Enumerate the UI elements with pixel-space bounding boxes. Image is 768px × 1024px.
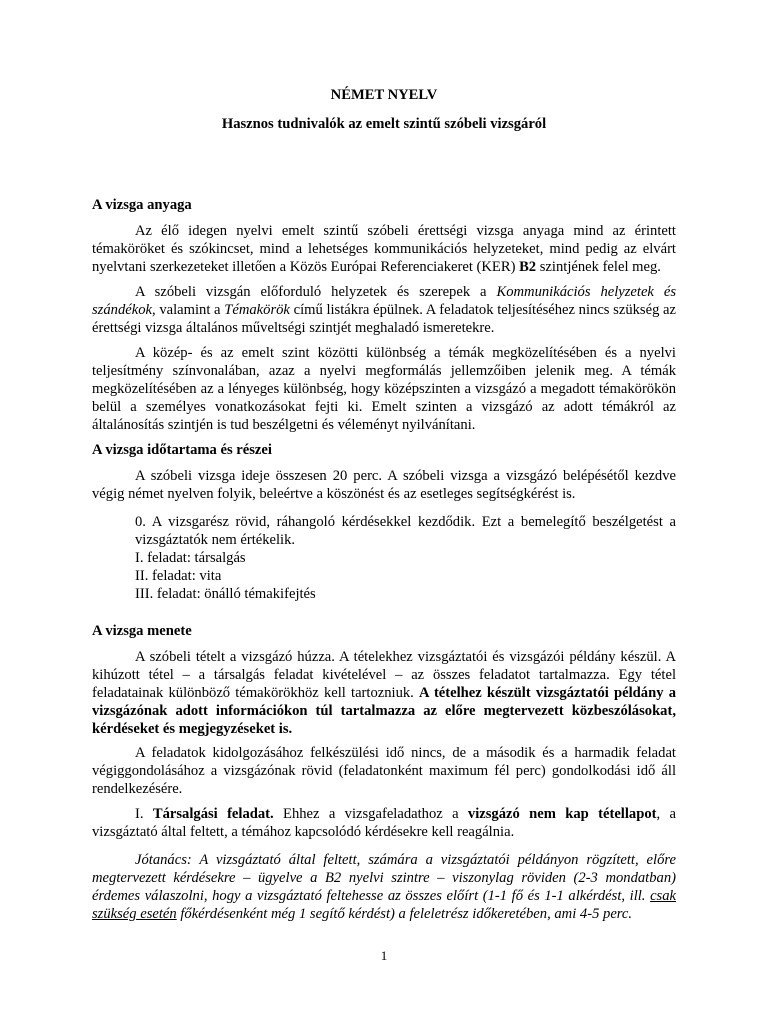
paragraph-anyaga-3: A közép- és az emelt szint közötti különbség a témák megközelítésében és a nyelvi teljesítmény színvonalában, azaz a nyelvi megformálás jellemzőiben jelenik meg. A témák megközelítésében az a lényeges különbség, hogy középszinten a vizsgázó a megadott témakörökön belül a személyes vonatkozásokat fejti ki. Emelt szinten a vizsgázó az adott témákról az általánosítás szintjén is tud beszélgetni és véleményt nyilvánítani. <box>92 345 676 433</box>
paragraph-text: Jótanács: A vizsgáztató által feltett, számára a vizsgáztatói példányon rögzített, előre megtervezett kérdésekre – ügyelve a B2 nyelvi szintre – viszonylag röviden (2-3 mondatban) érdemes válaszolni, hogy a vizsgáztató feltehesse az összes előírt (1-1 fő és 1-1 alkérdést, ill. <box>92 852 676 904</box>
paragraph-text: című listákra épülnek. A feladatok teljesítéséhez nincs szükség az érettségi vizsga általános műveltségi szintjét meghaladó ismeretekre. <box>92 302 677 336</box>
bold-text: Társalgási feladat. <box>152 806 274 822</box>
paragraph-idotartam-1: A szóbeli vizsga ideje összesen 20 perc. A szóbeli vizsga a vizsgázó belépésétől kezdve végig német nyelven folyik, beleértve a köszönést és az esetleges segítségkérést is. <box>92 468 676 502</box>
italic-title: Kommunikációs helyzetek és szándékok <box>92 284 676 318</box>
section-heading-menete: A vizsga menete <box>92 623 192 639</box>
paragraph-text: A szóbeli vizsgán előforduló helyzetek és szerepek a <box>135 284 497 300</box>
list-item: I. feladat: társalgás <box>135 550 246 566</box>
paragraph-menete-1 <box>92 648 676 738</box>
exam-parts-list <box>135 513 676 603</box>
paragraph-menete-2: A feladatok kidolgozásához felkészülési idő nincs, de a második és a harmadik feladat végiggondolásához a vizsgázónak rövid (feladatonként maximum fél perc) gondolkodási idő áll rendelkezésére. <box>92 745 676 797</box>
page-number: 1 <box>380 948 388 963</box>
paragraph-text: , a vizsgáztató által feltett, a témához kapcsolódó kérdésekre kell reagálnia. <box>92 806 676 840</box>
paragraph-jotanacs <box>92 851 676 923</box>
document-subtitle: Hasznos tudnivalók az emelt szintű szóbeli vizsgáról <box>221 116 547 132</box>
paragraph-text: szintjének felel meg. <box>536 259 661 275</box>
bold-text: A tételhez készült vizsgáztatói példány a vizsgázónak adott információkon túl tartalmazza az előre megtervezett közbeszólásokat, kérdéseket és megjegyzéseket is. <box>92 685 676 737</box>
paragraph-text: Az élő idegen nyelvi emelt szintű szóbeli érettségi vizsga anyaga mind az érintett témaköröket és szókincset, mind a lehetséges kommunikációs helyzeteket, mind pedig az elvárt nyelvtani szerkezeteket illetően a Közös Európai Referenciakeret (KER) <box>92 223 676 275</box>
list-item: II. feladat: vita <box>135 568 222 584</box>
paragraph-menete-3 <box>92 805 676 841</box>
italic-title: Témakörök <box>224 302 290 318</box>
section-heading-anyaga: A vizsga anyaga <box>92 197 192 213</box>
paragraph-anyaga-1 <box>92 222 676 276</box>
paragraph-text: főkérdésenként még 1 segítő kérdést) a feleletrész időkeretében, ami 4-5 perc. <box>176 906 633 922</box>
paragraph-anyaga-2 <box>92 283 676 337</box>
underlined-text: csak szükség esetén <box>92 888 676 922</box>
document-title: NÉMET NYELV <box>330 87 438 103</box>
paragraph-text: , valamint a <box>151 302 225 318</box>
level-bold: B2 <box>519 259 537 275</box>
section-heading-idotartam: A vizsga időtartama és részei <box>92 442 272 458</box>
list-item: 0. A vizsgarész rövid, ráhangoló kérdésekkel kezdődik. Ezt a bemelegítő beszélgetést a vizsgáztatók nem értékelik. <box>135 514 676 548</box>
paragraph-text: Ehhez a vizsgafeladathoz a <box>273 806 468 822</box>
paragraph-text: A szóbeli tételt a vizsgázó húzza. A tételekhez vizsgáztatói és vizsgázói példány készül. A kihúzott tétel – a társalgás feladat kivételével – az összes feladatot tartalmazza. Egy tétel feladatainak különböző témakörökhöz kell tartozniuk. <box>92 649 676 701</box>
bold-text: vizsgázó nem kap tétellapot <box>467 806 657 822</box>
list-item: III. feladat: önálló témakifejtés <box>135 586 316 602</box>
paragraph-text: I. <box>135 806 153 822</box>
